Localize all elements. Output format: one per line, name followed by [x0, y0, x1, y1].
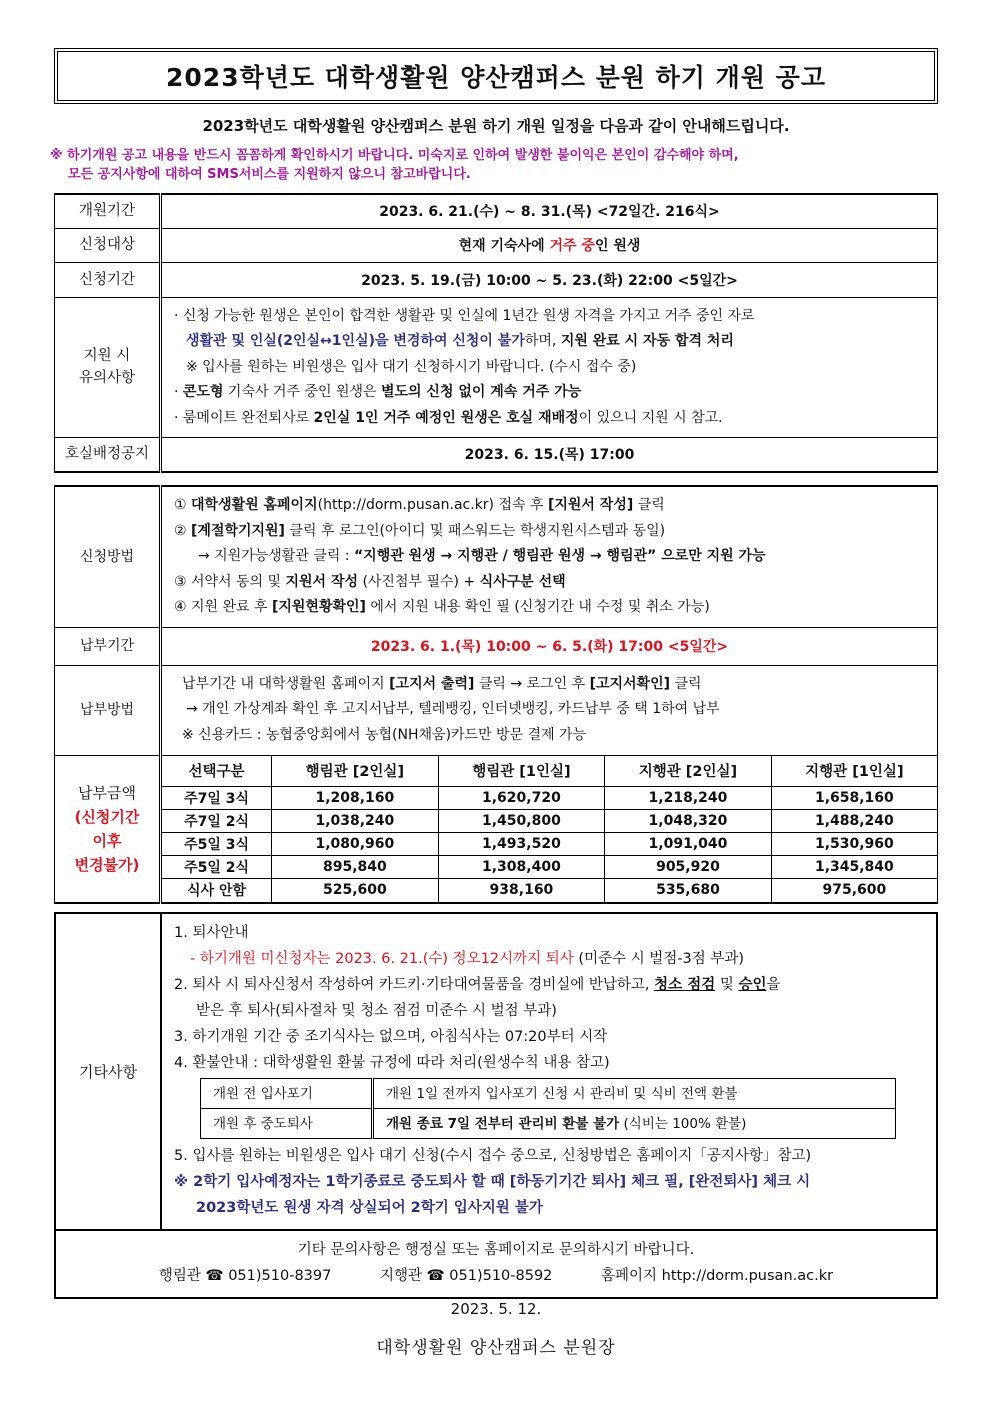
- fee-row-label: 식사 안함: [162, 879, 272, 902]
- target-label: 신청대상: [55, 228, 161, 262]
- etc-4: 4. 환불안내 : 대학생활원 환불 규정에 따라 처리(원생수칙 내용 참고): [174, 1055, 610, 1071]
- fee-header: 선택구분: [162, 756, 272, 787]
- fee-cell-value: 535,680: [605, 879, 772, 902]
- refund-key-1: 개원 전 입사포기: [201, 1079, 373, 1109]
- period-value: 2023. 6. 21.(수) ~ 8. 31.(목) <72일간. 216식>: [161, 194, 938, 228]
- fee-cell-value: 1,208,160: [272, 787, 439, 810]
- fee-cell: [161, 755, 938, 903]
- fee-table: [162, 756, 937, 902]
- apply-label: 신청기간: [55, 262, 161, 297]
- contact-line: 기타 문의사항은 행정실 또는 홈페이지로 문의하시기 바랍니다.: [297, 1242, 695, 1258]
- fee-header: 지행관 [2인실]: [605, 756, 772, 787]
- fee-cell-value: 1,091,040: [605, 833, 772, 856]
- pay-period-label: 납부기간: [55, 627, 161, 665]
- apply-table: [54, 485, 938, 904]
- etc-2: 2. 퇴사 시 퇴사신청서 작성하여 카드키·기타대여물품을 경비실에 반납하고, 청소 점검 및 승인을: [174, 977, 781, 993]
- fee-cell-value: 895,840: [272, 856, 439, 879]
- signer: 대학생활원 양산캠퍼스 분원장: [376, 1338, 616, 1358]
- room-value: 2023. 6. 15.(목) 17:00: [161, 438, 938, 472]
- fee-cell-value: 1,218,240: [605, 787, 772, 810]
- method-label: 신청방법: [55, 486, 161, 627]
- fee-row: [162, 856, 937, 879]
- fee-cell-value: 1,308,400: [438, 856, 605, 879]
- etc-list: [161, 913, 937, 1230]
- refund-value-2: 개원 종료 7일 전부터 관리비 환불 불가 (식비는 100% 환불): [373, 1109, 896, 1139]
- refund-table: [200, 1078, 896, 1139]
- etc-label: 기타사항: [55, 913, 161, 1230]
- fee-cell-value: 975,600: [771, 879, 937, 902]
- fee-cell-value: 1,038,240: [272, 810, 439, 833]
- method-2: ② [계절학기지원] 클릭 후 로그인(아이디 및 패스워드는 학생지원시스템과 동일): [174, 522, 666, 539]
- room-label: 호실배정공지: [55, 438, 161, 472]
- fee-cell-value: 1,658,160: [771, 787, 937, 810]
- fee-cell-value: 1,488,240: [771, 810, 937, 833]
- fee-cell-value: 938,160: [438, 879, 605, 902]
- caution-list: [161, 297, 938, 438]
- fee-cell-value: 525,600: [272, 879, 439, 902]
- caution-1a: · 신청 가능한 원생은 본인이 합격한 생활관 및 인실에 1년간 원생 자격을 가지고 거주 중인 자로: [174, 307, 755, 324]
- info-table: [54, 193, 938, 473]
- notice-line-2: 모든 공지사항에 대하여 SMS서비스를 지원하지 않으니 참고바랍니다.: [68, 167, 471, 182]
- etc-table: [54, 912, 938, 1299]
- contact-haenglim: 행림관 ☎ 051)510-8397: [158, 1268, 332, 1284]
- title-box: [54, 48, 938, 104]
- caution-2: ※ 입사를 원하는 비원생은 입사 대기 신청하시기 바랍니다. (수시 접수 중): [186, 358, 637, 375]
- method-list: [161, 486, 938, 627]
- fee-row: [162, 879, 937, 902]
- pay-method-1: 납부기간 내 대학생활원 홈페이지 [고지서 출력] 클릭 → 로그인 후 [고지서확인] 클릭: [182, 675, 702, 692]
- fee-cell-value: 905,920: [605, 856, 772, 879]
- fee-cell-value: 1,530,960: [771, 833, 937, 856]
- caution-4: · 룸메이트 완전퇴사로 2인실 1인 거주 예정인 원생은 호실 재배정이 있으니 지원 시 참고.: [174, 409, 723, 426]
- page-title: 2023학년도 대학생활원 양산캠퍼스 분원 하기 개원 공고: [166, 63, 826, 92]
- contact-jihaeng: 지행관 ☎ 051)510-8592: [379, 1268, 553, 1284]
- period-label: 개원기간: [55, 194, 161, 228]
- pay-method-label: 납부방법: [55, 665, 161, 755]
- fee-header: 행림관 [2인실]: [272, 756, 439, 787]
- etc-6b: 2023학년도 원생 자격 상실되어 2학기 입사지원 불가: [196, 1200, 543, 1216]
- issue-date: 2023. 5. 12.: [450, 1300, 542, 1318]
- pay-method-2: → 개인 가상계좌 확인 후 고지서납부, 텔레뱅킹, 인터넷뱅킹, 카드납부 중 택 1하여 납부: [186, 701, 720, 718]
- apply-value: 2023. 5. 19.(금) 10:00 ~ 5. 23.(화) 22:00 <5일간>: [161, 262, 938, 297]
- method-3: → 지원가능생활관 클릭 : “지행관 원생 → 지행관 / 행림관 원생 → 행림관” 으로만 지원 가능: [198, 548, 766, 564]
- pay-method-list: [161, 665, 938, 755]
- subtitle: 2023학년도 대학생활원 양산캠퍼스 분원 하기 개원 일정을 다음과 같이 안내해드립니다.: [202, 117, 790, 135]
- fee-header: 행림관 [1인실]: [438, 756, 605, 787]
- fee-row-label: 주5일 3식: [162, 833, 272, 856]
- refund-key-2: 개원 후 중도퇴사: [201, 1109, 373, 1139]
- notice: [50, 146, 945, 184]
- fee-cell-value: 1,080,960: [272, 833, 439, 856]
- pay-period-value: 2023. 6. 1.(목) 10:00 ~ 6. 5.(화) 17:00 <5일간>: [161, 627, 938, 665]
- contact-box: [55, 1230, 937, 1298]
- fee-cell-value: 1,450,800: [438, 810, 605, 833]
- notice-line-1: ※ 하기개원 공고 내용을 반드시 꼼꼼하게 확인하시기 바랍니다. 미숙지로 인하여 발생한 불이익은 본인이 감수해야 하며,: [50, 148, 739, 163]
- fee-cell-value: 1,048,320: [605, 810, 772, 833]
- fee-cell-value: 1,493,520: [438, 833, 605, 856]
- target-value: 현재 기숙사에 거주 중인 원생: [161, 228, 938, 262]
- fee-row-label: 주7일 3식: [162, 787, 272, 810]
- fee-row-label: 주7일 2식: [162, 810, 272, 833]
- fee-header: 지행관 [1인실]: [771, 756, 937, 787]
- pay-method-3: ※ 신용카드 : 농협중앙회에서 농협(NH채움)카드만 방문 결제 가능: [182, 726, 587, 743]
- etc-3: 3. 하기개원 기간 중 조기식사는 없으며, 아침식사는 07:20부터 시작: [174, 1029, 608, 1045]
- caution-3: · 콘도형 기숙사 거주 중인 원생은 별도의 신청 없이 계속 거주 가능: [174, 384, 582, 400]
- refund-value-1: 개원 1일 전까지 입사포기 신청 시 관리비 및 식비 전액 환불: [373, 1079, 896, 1109]
- fee-row: [162, 810, 937, 833]
- caution-label: 지원 시 유의사항: [55, 297, 161, 438]
- etc-5: 5. 입사를 원하는 비원생은 입사 대기 신청(수시 접수 중으로, 신청방법은 홈페이지「공지사항」참고): [174, 1148, 812, 1164]
- method-4: ③ 서약서 동의 및 지원서 작성 (사진첨부 필수) + 식사구분 선택: [174, 573, 566, 590]
- etc-2-line2: 받은 후 퇴사(퇴사절차 및 청소 점검 미준수 시 벌점 부과): [196, 1003, 557, 1019]
- method-5: ④ 지원 완료 후 [지원현황확인] 에서 지원 내용 확인 필 (신청기간 내 수정 및 취소 가능): [174, 599, 710, 615]
- method-1: ① 대학생활원 홈페이지(http://dorm.pusan.ac.kr) 접속 후 [지원서 작성] 클릭: [174, 497, 665, 513]
- fee-cell-value: 1,620,720: [438, 787, 605, 810]
- fee-label: 납부금액 (신청기간 이후 변경불가): [55, 755, 161, 903]
- etc-6a: ※ 2학기 입사예정자는 1학기종료로 중도퇴사 할 때 [하동기기간 퇴사] 체크 필, [완전퇴사] 체크 시: [174, 1174, 811, 1190]
- etc-1: 1. 퇴사안내: [174, 925, 249, 941]
- caution-1b: 생활관 및 인실(2인실↔1인실)을 변경하여 신청이 불가하며, 지원 완료 시 자동 합격 처리: [186, 333, 734, 349]
- fee-row-label: 주5일 2식: [162, 856, 272, 879]
- fee-row: [162, 833, 937, 856]
- fee-row: [162, 787, 937, 810]
- etc-1-sub: - 하기개원 미신청자는 2023. 6. 21.(수) 정오12시까지 퇴사 (미준수 시 벌점-3점 부과): [190, 951, 745, 967]
- fee-cell-value: 1,345,840: [771, 856, 937, 879]
- contact-homepage[interactable]: 홈페이지 http://dorm.pusan.ac.kr: [601, 1268, 834, 1284]
